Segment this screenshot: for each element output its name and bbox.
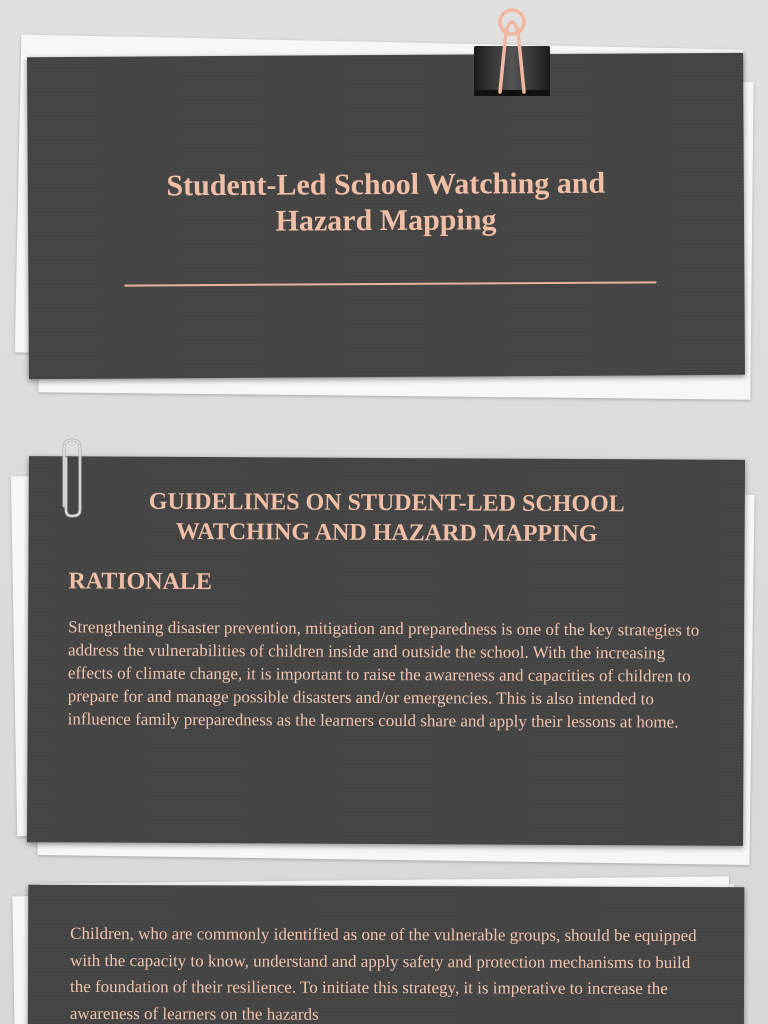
- title-card: [27, 53, 745, 379]
- title-divider: [124, 281, 656, 286]
- body-paragraph: Children, who are commonly identified as one of the vulnerable groups, should be equipped with the capacity to know, understand and apply safety and protection mechanisms to build the foundation of their resilience. To initiate this strategy, it is imperative to increase the awareness of learners on the hazards: [69, 923, 697, 1024]
- page-title: Student-Led School Watching and Hazard Mapping: [166, 166, 606, 238]
- body-paragraph: Strengthening disaster prevention, mitigation and preparedness is one of the key strategies to address the vulnerabilities of children inside and outside the school. With the increasing effects of climate change, it is important to raise the awareness and capacities of children to prepare for and manage possible disasters and/or emergencies. This is also intended to influence family preparedness as the learners could share and apply their lessons at home.: [67, 617, 700, 732]
- section-heading: GUIDELINES ON STUDENT-LED SCHOOL WATCHING AND HAZARD MAPPING: [148, 488, 625, 548]
- content-card: [28, 885, 745, 1024]
- paperclip-icon: [56, 436, 88, 520]
- rationale-card: [27, 456, 745, 846]
- subsection-heading: RATIONALE: [68, 568, 213, 596]
- binder-clip-icon: [470, 4, 554, 100]
